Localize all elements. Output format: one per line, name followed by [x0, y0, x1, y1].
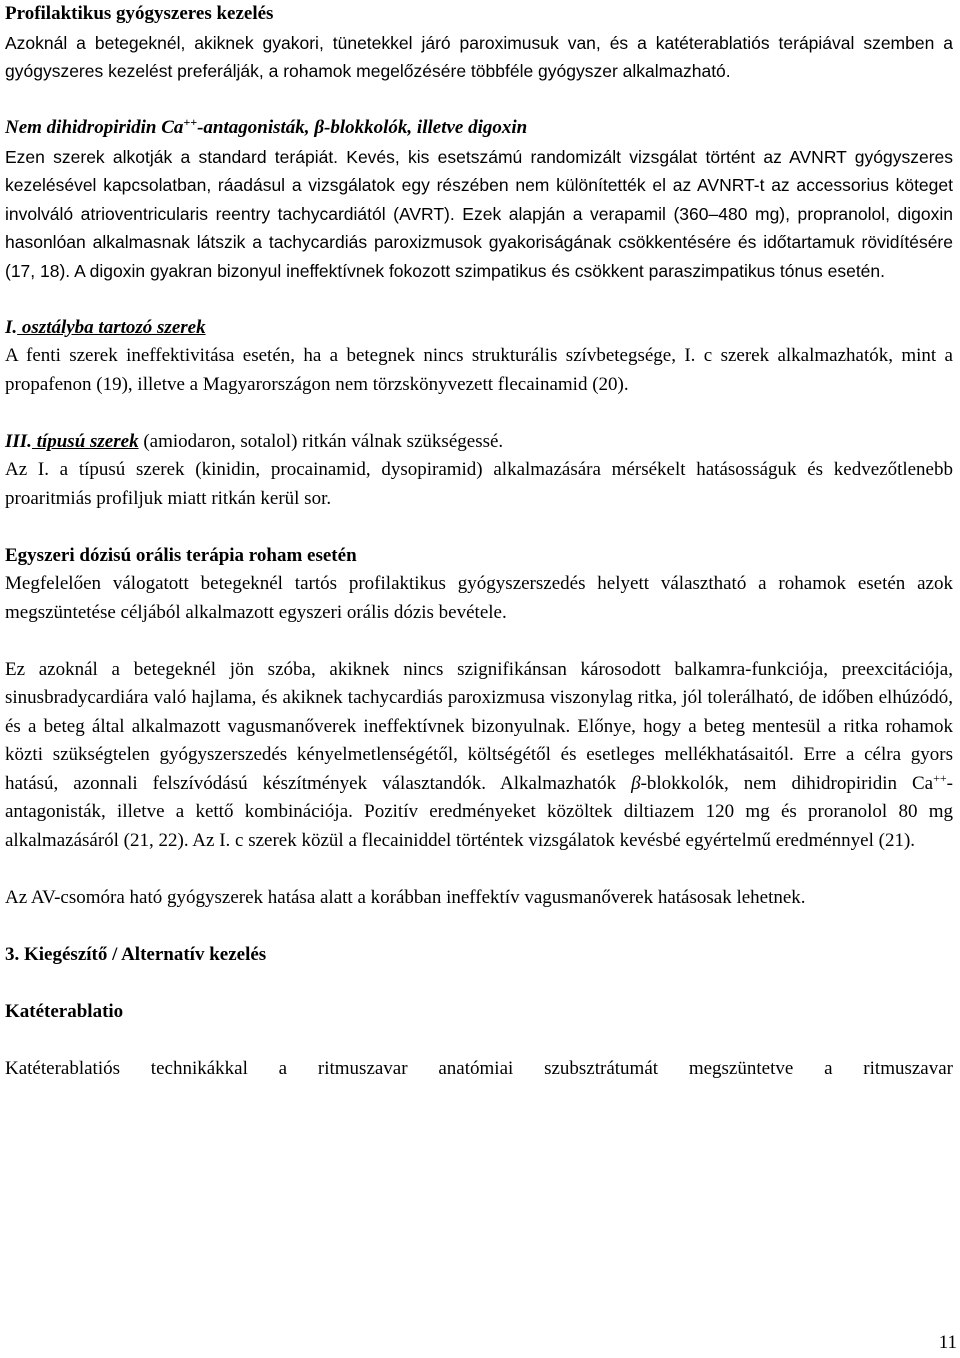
text-part: -blokkolók, nem dihidropiridin Ca — [640, 772, 934, 794]
title-part: III. — [5, 430, 32, 452]
section-title-kateter: Katéterablatio — [5, 1000, 124, 1022]
section-title-kiegeszito: 3. Kiegészítő / Alternatív kezelés — [5, 943, 267, 965]
spacer — [5, 1026, 953, 1055]
paragraph-profilaktikus: Azoknál a betegeknél, akiknek gyakori, tünetekkel járó paroximusuk van, és a katéterablatiós terápiával szemben a gyógyszeres kezelést preferálják, a rohamok megelőzésére többféle gyógyszer alkalmazható. — [5, 32, 953, 81]
title-part: osztályba tartozó szerek — [17, 316, 206, 338]
section-title-profilaktikus: Profilaktikus gyógyszeres kezelés — [5, 3, 274, 24]
spacer — [5, 912, 953, 941]
beta-symbol: β — [314, 117, 325, 138]
title-part: -antagonisták, — [197, 117, 315, 138]
title-part: -blokkolók, illetve digoxin — [324, 117, 528, 138]
section-title-class1 — [5, 314, 953, 343]
spacer — [5, 513, 953, 542]
paragraph-nondhp — [5, 143, 953, 286]
beta-symbol: β — [631, 772, 641, 794]
paragraph-kateter: Katéterablatiós technikákkal a ritmuszavar anatómiai szubsztrátumát megszüntetve a ritmuszavar — [5, 1057, 953, 1079]
text-part: Ezek alapján a verapamil (360–480 mg), propranolol, digoxin hasonlóan alkalmasnak látszik a tachycardiás paroxizmusok gyakoriságának csökkentésére és időtartamuk rövidítésére (17, 18). A digoxin gyakran bizonyul ineffektívnek fokozott szimpatikus és csökkent paraszimpatikus tónus esetén. — [5, 203, 953, 281]
text-part: Ezen szerek alkotják a standard terápiát. Kevés, kis esetszámú randomizált vizsgálat történt az AVNRT gyógyszeres kezelésével kapcsolatban, ráadásul a vizsgálatok egy részében nem különítették el az AVNRT-t az accessorius köteget involváló atrioventricularis reentry tachycardiától (AVRT). — [5, 146, 953, 224]
spacer — [5, 285, 953, 314]
spacer — [5, 399, 953, 428]
spacer — [5, 969, 953, 998]
superscript: ++ — [183, 115, 198, 129]
text-part: -antagonisták, illetve a kettő kombinációja. Pozitív eredményeket közöltek diltiazem 120 mg és proranolol 80 mg alkalmazásáról (21, 22). Az I. c szerek közül a flecainiddel történtek vizsgálatok kevésbé egyértelmű eredménnyel (21). — [5, 772, 953, 851]
text-part: Ez azoknál a betegeknél jön szóba, akiknek nincs szignifikánsan károsodott balkamra-funkciója, preexcitációja, sinusbradycardiára való hajlama, és akiknek tachycardiás paroxizmusa viszonylag ritka, jól tolerálható, de időben elhúzódó, és a beteg által alkalmazott vagusmanőverek ineffektívnek bizonyulnak. Előnye, hogy a beteg mentesül a ritka rohamok közti szükségtelen gyógyszerszedés kényelmetlenségétől, költségétől és esetleges mellékhatásaitól. Erre a célra gyors hatású, azonnali felszívódású készítmények választandók. Alkalmazhatók — [5, 658, 953, 794]
section-title-class3 — [5, 428, 953, 457]
title-part: típusú szerek — [31, 430, 139, 452]
superscript: ++ — [933, 770, 947, 785]
spacer — [5, 86, 953, 115]
section-title-nondhp — [5, 114, 953, 143]
title-part: Nem dihidropiridin Ca — [5, 117, 184, 138]
spacer — [5, 627, 953, 656]
title-part: I. — [5, 316, 18, 338]
title-rest: (amiodaron, sotalol) ritkán válnak szükségessé. — [138, 430, 504, 452]
paragraph-egyszeri: Megfelelően válogatott betegeknél tartós profilaktikus gyógyszerszedés helyett választható a rohamok esetén azok megszüntetése céljából alkalmazott egyszeri orális dózis bevétele. — [5, 573, 953, 623]
paragraph-egyszeri-2 — [5, 656, 953, 856]
paragraph-class3: Az I. a típusú szerek (kinidin, procainamid, dysopiramid) alkalmazására mérsékelt hatásosságuk és kedvezőtlenebb proaritmiás profiljuk miatt ritkán kerül sor. — [5, 459, 953, 509]
document-page — [5, 0, 953, 1083]
paragraph-class1: A fenti szerek ineffektivitása esetén, ha a betegnek nincs strukturális szívbetegsége, I. c szerek alkalmazhatók, mint a propafenon (19), illetve a Magyarországon nem törzskönyvezett flecainamid (20). — [5, 345, 953, 395]
page-number: 11 — [938, 1332, 957, 1353]
spacer — [5, 855, 953, 884]
paragraph-egyszeri-3: Az AV-csomóra ható gyógyszerek hatása alatt a korábban ineffektív vagusmanőverek hatásosak lehetnek. — [5, 886, 806, 908]
section-title-egyszeri: Egyszeri dózisú orális terápia roham esetén — [5, 544, 357, 566]
